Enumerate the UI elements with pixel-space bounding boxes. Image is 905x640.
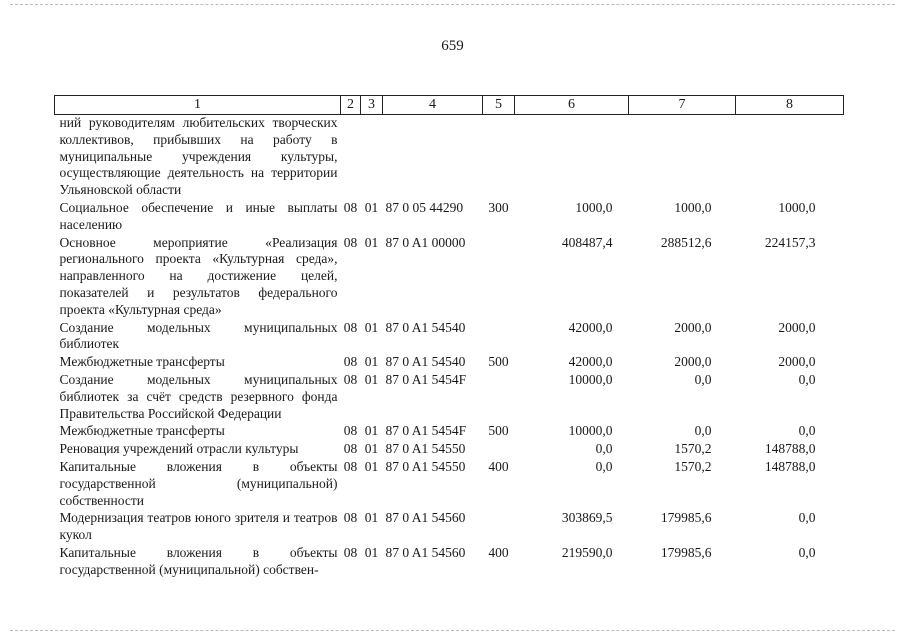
column-header: 4	[383, 96, 483, 115]
row-value-8-cell: 0,0	[798, 371, 816, 387]
row-subsection-cell: 01	[364, 544, 379, 560]
row-code-cell: 87 0 A1 54560	[385, 510, 466, 526]
table-row	[55, 372, 844, 423]
row-name-cell: Основное мероприятие «Реализация регионального проекта «Культурная среда», направленного на достижение целей, показателей и результатов федерального проекта «Культурная среда»	[59, 234, 338, 317]
row-section-cell: 08	[343, 371, 358, 387]
column-header: 1	[55, 96, 341, 115]
row-value-8-cell: 224157,3	[764, 234, 816, 250]
column-header: 8	[736, 96, 844, 115]
table-row	[55, 545, 844, 580]
table-row	[55, 320, 844, 355]
row-value-7-cell: 179985,6	[660, 510, 712, 526]
table-row	[55, 459, 844, 510]
page-number: 659	[441, 38, 464, 54]
row-value-8-cell: 1000,0	[778, 199, 816, 215]
row-subsection-cell: 01	[364, 354, 379, 370]
row-type-cell: 300	[488, 199, 509, 215]
row-code-cell: 87 0 A1 00000	[385, 234, 466, 250]
row-value-6-cell: 303869,5	[561, 510, 613, 526]
row-type-cell	[483, 510, 515, 545]
row-section-cell: 08	[343, 234, 358, 250]
column-header: 7	[629, 96, 736, 115]
column-header: 3	[361, 96, 383, 115]
table-row	[55, 354, 844, 372]
column-header: 2	[341, 96, 361, 115]
row-code-cell: 87 0 A1 5454F	[385, 423, 467, 439]
row-value-6-cell: 42000,0	[568, 354, 613, 370]
table-row	[55, 200, 844, 235]
table-header-row	[55, 96, 844, 115]
row-type-cell: 400	[488, 544, 509, 560]
row-subsection-cell: 01	[364, 371, 379, 387]
row-type-cell	[483, 235, 515, 320]
row-value-7-cell: 179985,6	[660, 544, 712, 560]
budget-table	[54, 95, 844, 580]
row-section-cell: 08	[343, 544, 358, 560]
row-value-8-cell: 0,0	[798, 544, 816, 560]
row-section-cell: 08	[343, 458, 358, 474]
row-value-8-cell: 2000,0	[778, 319, 816, 335]
row-type-cell: 500	[488, 423, 509, 439]
row-value-8-cell	[736, 115, 844, 200]
row-name-cell: Межбюджетные трансферты	[59, 423, 225, 439]
row-value-6-cell	[515, 115, 629, 200]
row-value-6-cell: 10000,0	[568, 423, 613, 439]
row-code-cell: 87 0 A1 54550	[385, 441, 466, 457]
row-value-8-cell: 0,0	[798, 423, 816, 439]
row-section-cell: 08	[343, 199, 358, 215]
row-subsection-cell	[361, 115, 383, 200]
row-name-cell: Социальное обеспечение и иные выплаты населению	[59, 199, 338, 232]
row-name-cell: ний руководителям любительских творческих коллективов, прибывших на работу в муниципальные учреждения культуры, осуществляющие деятельность на территории Ульяновской области	[59, 115, 338, 198]
row-value-6-cell: 0,0	[595, 441, 613, 457]
row-name-cell: Капитальные вложения в объекты государственной (муниципальной) собственности	[59, 458, 338, 508]
row-code-cell	[383, 115, 483, 200]
row-name-cell: Капитальные вложения в объекты государственной (муниципальной) собствен-	[59, 544, 338, 577]
row-code-cell: 87 0 A1 54540	[385, 319, 466, 335]
row-type-cell	[483, 441, 515, 459]
row-value-6-cell: 0,0	[595, 458, 613, 474]
row-value-7-cell: 1570,2	[674, 458, 712, 474]
table-row	[55, 235, 844, 320]
row-type-cell	[483, 372, 515, 423]
row-type-cell	[483, 320, 515, 355]
table-row	[55, 441, 844, 459]
row-value-8-cell: 148788,0	[764, 441, 816, 457]
row-section-cell: 08	[343, 441, 358, 457]
row-value-7-cell: 1570,2	[674, 441, 712, 457]
table-row	[55, 115, 844, 200]
row-subsection-cell: 01	[364, 423, 379, 439]
row-type-cell: 400	[488, 458, 509, 474]
budget-table-container	[54, 95, 843, 580]
table-row	[55, 510, 844, 545]
row-code-cell: 87 0 A1 54540	[385, 354, 466, 370]
row-section-cell: 08	[343, 510, 358, 526]
row-subsection-cell: 01	[364, 234, 379, 250]
row-section-cell: 08	[343, 354, 358, 370]
row-value-7-cell: 1000,0	[674, 199, 712, 215]
row-value-8-cell: 0,0	[798, 510, 816, 526]
row-subsection-cell: 01	[364, 199, 379, 215]
table-body	[55, 115, 844, 580]
row-code-cell: 87 0 A1 5454F	[385, 371, 467, 387]
row-subsection-cell: 01	[364, 458, 379, 474]
row-value-6-cell: 10000,0	[568, 371, 613, 387]
row-code-cell: 87 0 A1 54550	[385, 458, 466, 474]
row-section-cell: 08	[343, 423, 358, 439]
row-value-7-cell: 2000,0	[674, 354, 712, 370]
row-value-6-cell: 1000,0	[575, 199, 613, 215]
row-value-6-cell: 408487,4	[561, 234, 613, 250]
table-row	[55, 423, 844, 441]
row-value-6-cell: 42000,0	[568, 319, 613, 335]
row-type-cell: 500	[488, 354, 509, 370]
row-value-7-cell: 0,0	[694, 371, 712, 387]
row-name-cell: Модернизация театров юного зрителя и театров кукол	[59, 510, 338, 543]
row-name-cell: Создание модельных муниципальных библиотек	[59, 319, 338, 352]
row-value-7-cell: 288512,6	[660, 234, 712, 250]
row-name-cell: Межбюджетные трансферты	[59, 354, 225, 370]
row-value-8-cell: 2000,0	[778, 354, 816, 370]
row-value-7-cell: 0,0	[694, 423, 712, 439]
row-name-cell: Реновация учреждений отрасли культуры	[59, 441, 299, 457]
row-name-cell: Создание модельных муниципальных библиотек за счёт средств резервного фонда Правительства Российской Федерации	[59, 371, 338, 421]
row-value-7-cell	[629, 115, 736, 200]
bottom-scan-edge	[10, 630, 895, 631]
row-code-cell: 87 0 05 44290	[385, 199, 464, 215]
row-subsection-cell: 01	[364, 510, 379, 526]
row-type-cell	[483, 115, 515, 200]
row-value-7-cell: 2000,0	[674, 319, 712, 335]
row-value-6-cell: 219590,0	[561, 544, 613, 560]
column-header: 5	[483, 96, 515, 115]
row-section-cell: 08	[343, 319, 358, 335]
row-code-cell: 87 0 A1 54560	[385, 544, 466, 560]
top-scan-edge	[10, 4, 895, 5]
row-subsection-cell: 01	[364, 319, 379, 335]
column-header: 6	[515, 96, 629, 115]
row-subsection-cell: 01	[364, 441, 379, 457]
row-section-cell	[341, 115, 361, 200]
row-value-8-cell: 148788,0	[764, 458, 816, 474]
